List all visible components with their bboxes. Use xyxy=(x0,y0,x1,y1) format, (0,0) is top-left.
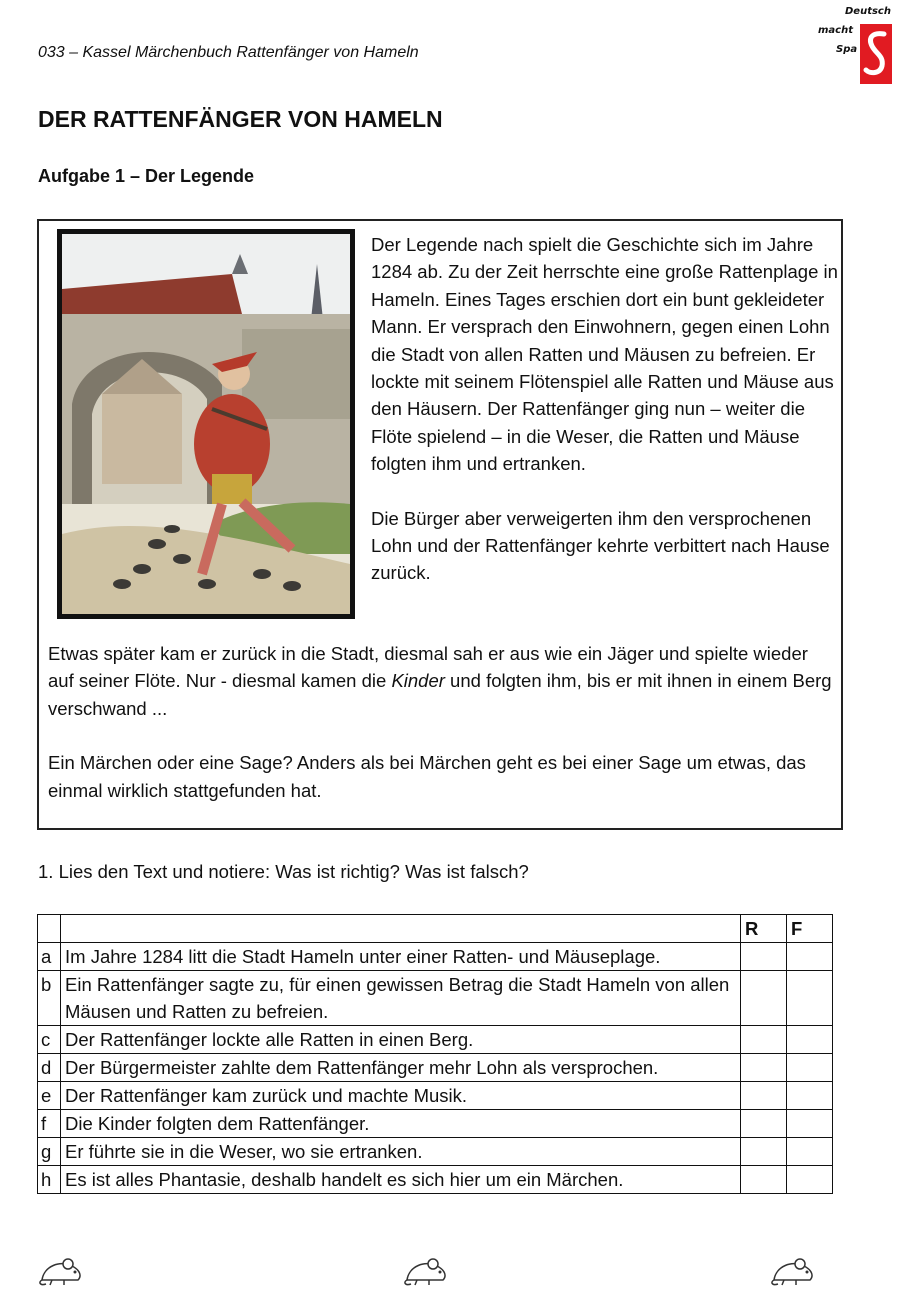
table-row xyxy=(38,1082,833,1110)
table-row xyxy=(38,1026,833,1054)
mouse-icon xyxy=(770,1254,818,1288)
table-header-row xyxy=(38,915,833,943)
row-letter: b xyxy=(38,971,61,1026)
text-segment: und folgten ihm, bis er mit ihnen in einem Berg verschwand ... xyxy=(48,670,832,719)
story-box xyxy=(37,219,843,830)
logo-text-3: Spa xyxy=(836,44,858,55)
row-letter: e xyxy=(38,1082,61,1110)
row-statement: Der Rattenfänger kam zurück und machte Musik. xyxy=(61,1082,741,1110)
story-paragraph: Der Legende nach spielt die Geschichte sich im Jahre 1284 ab. Zu der Zeit herrschte eine große Rattenplage in Hameln. Eines Tages erschien dort ein bunt gekleideter Mann. Er versprach den Einwohnern, gegen einen Lohn die Stadt von allen Ratten und Mäusen zu befreien. Er lockte mit seinem Flötenspiel alle Ratten und Mäuse aus den Häusern. Der Rattenfänger ging nun – weiter die Flöte spielend – in die Weser, die Ratten und Mäuse folgten ihm und ertranken. xyxy=(371,234,838,475)
story-paragraph: Die Bürger aber verweigerten ihm den versprochenen Lohn und der Rattenfänger kehrte verbittert nach Hause zurück. xyxy=(371,507,830,584)
answer-cell-f[interactable] xyxy=(787,943,833,971)
row-statement: Die Kinder folgten dem Rattenfänger. xyxy=(61,1110,741,1138)
logo xyxy=(808,2,900,86)
mouse-icon xyxy=(403,1254,451,1288)
answer-cell-r[interactable] xyxy=(741,943,787,971)
mouse-icon xyxy=(38,1254,86,1288)
row-letter: f xyxy=(38,1110,61,1138)
answer-cell-f[interactable] xyxy=(787,1138,833,1166)
story-text-bottom xyxy=(48,640,838,831)
page-title: DER RATTENFÄNGER VON HAMELN xyxy=(38,106,443,132)
answer-cell-f[interactable] xyxy=(787,1082,833,1110)
row-letter: d xyxy=(38,1054,61,1082)
table-header-cell xyxy=(38,915,61,943)
table-row xyxy=(38,943,833,971)
text-segment: Etwas später kam er zurück in die Stadt, diesmal sah er aus wie ein Jäger und spielte wieder auf seiner Flöte. Nur - diesmal kamen die xyxy=(48,643,808,692)
pied-piper-illustration xyxy=(57,229,355,619)
row-statement: Der Rattenfänger lockte alle Ratten in einen Berg. xyxy=(61,1026,741,1054)
answer-cell-f[interactable] xyxy=(787,1166,833,1194)
row-letter: c xyxy=(38,1026,61,1054)
answer-cell-f[interactable] xyxy=(787,1110,833,1138)
table-row xyxy=(38,1110,833,1138)
logo-s-mark-icon xyxy=(860,24,892,84)
answer-cell-f[interactable] xyxy=(787,1026,833,1054)
row-letter: a xyxy=(38,943,61,971)
true-false-table xyxy=(37,914,833,1194)
logo-text-1: Deutsch xyxy=(845,6,891,17)
answer-cell-r[interactable] xyxy=(741,1054,787,1082)
answer-cell-r[interactable] xyxy=(741,1138,787,1166)
task-title: Aufgabe 1 – Der Legende xyxy=(38,166,255,186)
answer-cell-r[interactable] xyxy=(741,1166,787,1194)
answer-cell-f[interactable] xyxy=(787,971,833,1026)
row-statement: Ein Rattenfänger sagte zu, für einen gewissen Betrag die Stadt Hameln von allen Mäusen und Ratten zu befreien. xyxy=(61,971,741,1026)
answer-cell-r[interactable] xyxy=(741,971,787,1026)
story-paragraph: Ein Märchen oder eine Sage? Anders als bei Märchen geht es bei einer Sage um etwas, das einmal wirklich stattgefunden hat. xyxy=(48,752,806,801)
row-statement: Er führte sie in die Weser, wo sie ertranken. xyxy=(61,1138,741,1166)
logo-text-2: macht xyxy=(818,25,853,36)
story-paragraph xyxy=(48,640,838,722)
header-title: 033 – Kassel Märchenbuch Rattenfänger von Hameln xyxy=(38,44,419,61)
table-header-cell xyxy=(61,915,741,943)
emphasis-text: Kinder xyxy=(391,670,445,692)
answer-cell-f[interactable] xyxy=(787,1054,833,1082)
column-header-richtig: R xyxy=(741,915,787,943)
table-row xyxy=(38,1054,833,1082)
table-row xyxy=(38,1166,833,1194)
column-header-falsch: F xyxy=(787,915,833,943)
row-statement: Der Bürgermeister zahlte dem Rattenfänger mehr Lohn als versprochen. xyxy=(61,1054,741,1082)
question-text: 1. Lies den Text und notiere: Was ist richtig? Was ist falsch? xyxy=(38,861,529,882)
row-letter: h xyxy=(38,1166,61,1194)
table-row xyxy=(38,1138,833,1166)
answer-cell-r[interactable] xyxy=(741,1110,787,1138)
row-statement: Es ist alles Phantasie, deshalb handelt es sich hier um ein Märchen. xyxy=(61,1166,741,1194)
answer-cell-r[interactable] xyxy=(741,1082,787,1110)
answer-cell-r[interactable] xyxy=(741,1026,787,1054)
row-letter: g xyxy=(38,1138,61,1166)
row-statement: Im Jahre 1284 litt die Stadt Hameln unter einer Ratten- und Mäuseplage. xyxy=(61,943,741,971)
table-row xyxy=(38,971,833,1026)
story-text-right xyxy=(371,231,841,614)
